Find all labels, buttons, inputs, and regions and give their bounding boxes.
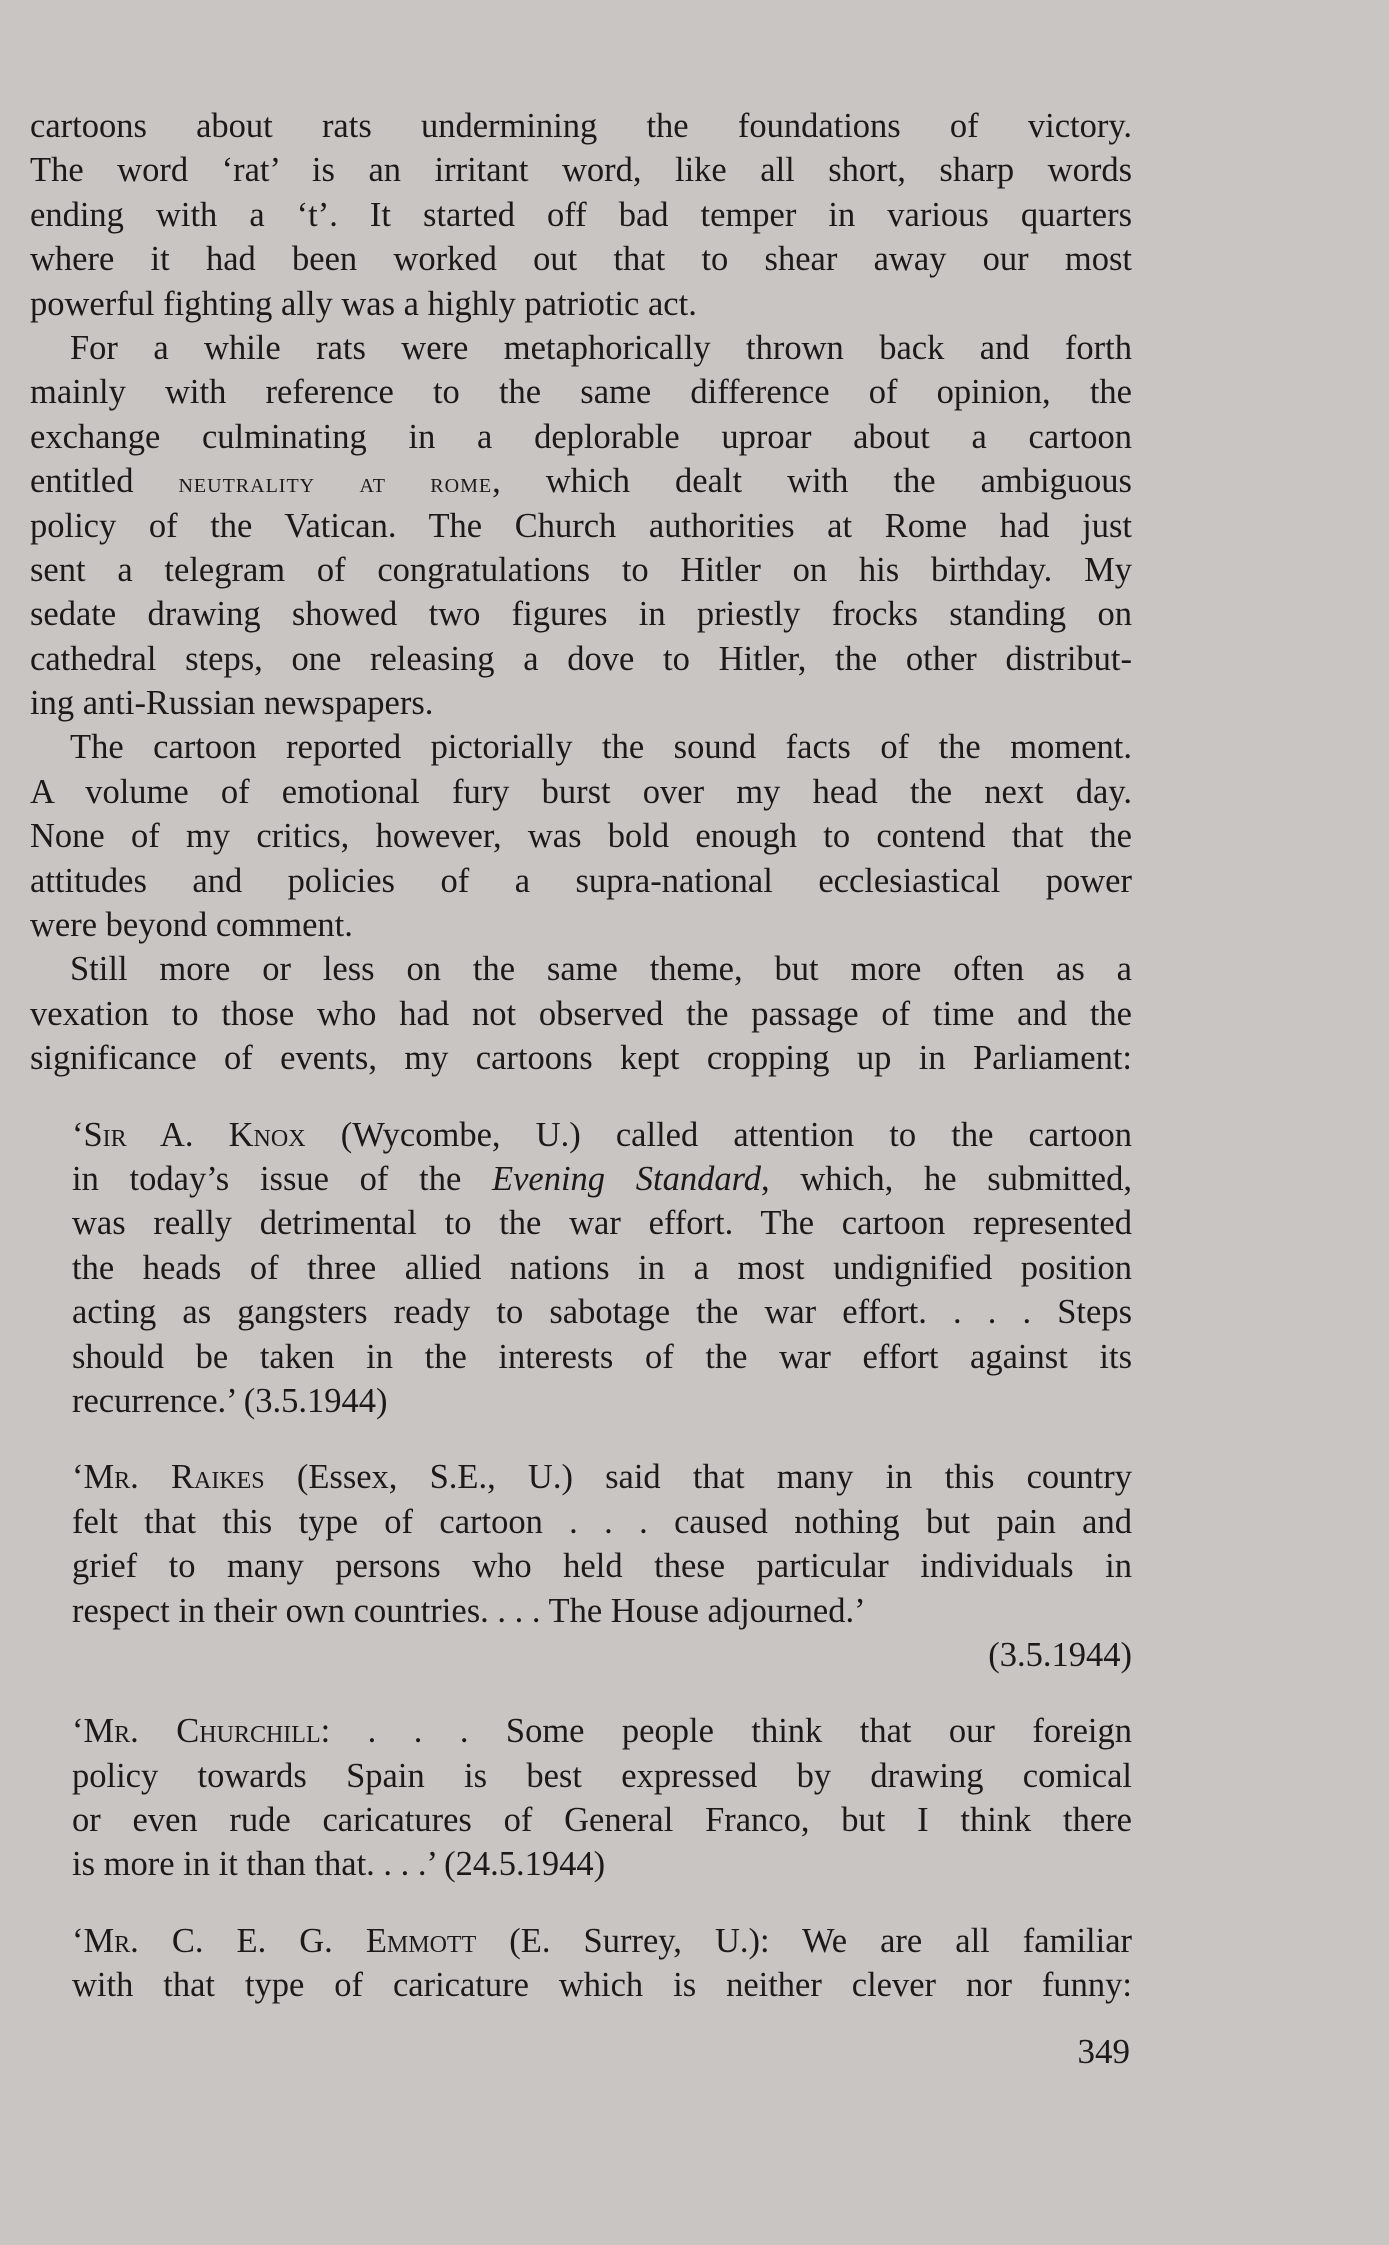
paragraph xyxy=(30,104,1132,326)
text-fragment: (Essex, S.E., U.) said that many in this country xyxy=(264,1458,1132,1497)
speaker-name: Sir A. Knox xyxy=(83,1115,306,1154)
text-line: respect in their own countries. . . . The House adjourned.’ xyxy=(72,1591,866,1630)
text-fragment: in today’s issue of the xyxy=(72,1159,492,1198)
spacer xyxy=(30,1887,1132,1919)
speaker-name: Mr. Churchill xyxy=(83,1712,321,1751)
text-line xyxy=(72,1919,1132,1963)
text-line: with that type of caricature which is neither clever nor funny: xyxy=(72,1966,1132,2005)
text-line: A volume of emotional fury burst over my head the next day. xyxy=(30,772,1132,811)
paragraph xyxy=(30,947,1132,1080)
text-fragment: (E. Surrey, U.): We are all familiar xyxy=(476,1921,1132,1960)
quote-mark: ‘ xyxy=(72,1115,84,1154)
text-line: policy towards Spain is best expressed by drawing comical xyxy=(72,1756,1132,1795)
text-line: None of my critics, however, was bold enough to contend that the xyxy=(30,817,1132,856)
text-fragment: entitled xyxy=(30,462,179,501)
parliamentary-quote xyxy=(72,1113,1132,1424)
body-text xyxy=(30,104,1132,2008)
text-line: sent a telegram of congratulations to Hitler on his birthday. My xyxy=(30,550,1132,589)
text-line: the heads of three allied nations in a most undignified position xyxy=(72,1248,1132,1287)
text-line: where it had been worked out that to shear away our most xyxy=(30,240,1132,279)
text-line: or even rude caricatures of General Franco, but I think there xyxy=(72,1801,1132,1840)
quote-mark: ‘ xyxy=(72,1921,84,1960)
text-line: powerful fighting ally was a highly patriotic act. xyxy=(30,284,697,323)
text-line: should be taken in the interests of the war effort against its xyxy=(72,1337,1132,1376)
text-line xyxy=(30,459,1132,503)
parliamentary-quote xyxy=(72,1709,1132,1887)
spacer xyxy=(30,1677,1132,1709)
text-fragment: , which, he submitted, xyxy=(761,1159,1132,1198)
text-line: sedate drawing showed two figures in priestly frocks standing on xyxy=(30,595,1132,634)
text-fragment: , which dealt with the ambiguous xyxy=(492,462,1132,501)
text-line: cartoons about rats undermining the foundations of victory. xyxy=(30,107,1132,145)
text-line: attitudes and policies of a supra-national ecclesiastical power xyxy=(30,861,1132,900)
text-fragment: : . . . Some people think that our foreign xyxy=(320,1712,1132,1751)
text-line: mainly with reference to the same difference of opinion, the xyxy=(30,373,1132,412)
text-line: The cartoon reported pictorially the sound facts of the moment. xyxy=(70,728,1132,767)
text-line xyxy=(72,1709,1132,1753)
paragraph xyxy=(30,326,1132,726)
quote-mark: ‘ xyxy=(72,1458,84,1497)
spacer xyxy=(30,1423,1132,1455)
text-line xyxy=(72,1157,1132,1201)
text-line: acting as gangsters ready to sabotage the war effort. . . . Steps xyxy=(72,1293,1132,1332)
text-line: Still more or less on the same theme, but more often as a xyxy=(70,950,1132,989)
text-line xyxy=(72,1113,1132,1157)
text-line: felt that this type of cartoon . . . caused nothing but pain and xyxy=(72,1502,1132,1541)
parliamentary-quote xyxy=(72,1455,1132,1677)
speaker-name: Mr. Raikes xyxy=(83,1458,265,1497)
parliamentary-quote xyxy=(72,1919,1132,2008)
text-line: cathedral steps, one releasing a dove to Hitler, the other distribut- xyxy=(30,639,1132,678)
text-line: grief to many persons who held these particular individuals in xyxy=(72,1547,1132,1586)
text-line: were beyond comment. xyxy=(30,906,353,945)
paragraph xyxy=(30,725,1132,947)
text-line: significance of events, my cartoons kept cropping up in Parliament: xyxy=(30,1039,1132,1078)
text-line: was really detrimental to the war effort. The cartoon represented xyxy=(72,1204,1132,1243)
text-line: ing anti-Russian newspapers. xyxy=(30,684,434,723)
spacer xyxy=(30,1081,1132,1113)
text-line: exchange culminating in a deplorable uproar about a cartoon xyxy=(30,417,1132,456)
text-line: For a while rats were metaphorically thrown back and forth xyxy=(70,328,1132,367)
text-line: ending with a ‘t’. It started off bad temper in various quarters xyxy=(30,195,1132,234)
quote-date: (3.5.1944) xyxy=(988,1635,1132,1674)
text-line: recurrence.’ (3.5.1944) xyxy=(72,1381,388,1420)
text-line: vexation to those who had not observed the passage of time and the xyxy=(30,994,1132,1033)
cartoon-title: neutrality at rome xyxy=(178,468,493,500)
newspaper-title: Evening Standard xyxy=(492,1159,761,1198)
quote-mark: ‘ xyxy=(72,1712,84,1751)
text-line: is more in it than that. . . .’ (24.5.1944) xyxy=(72,1845,606,1884)
text-line xyxy=(72,1455,1132,1499)
speaker-name: Mr. C. E. G. Emmott xyxy=(83,1921,477,1960)
text-line: The word ‘rat’ is an irritant word, like all short, sharp words xyxy=(30,151,1132,190)
text-fragment: (Wycombe, U.) called attention to the cartoon xyxy=(305,1115,1132,1154)
page-number: 349 xyxy=(1077,2032,1130,2071)
text-line: policy of the Vatican. The Church authorities at Rome had just xyxy=(30,506,1132,545)
